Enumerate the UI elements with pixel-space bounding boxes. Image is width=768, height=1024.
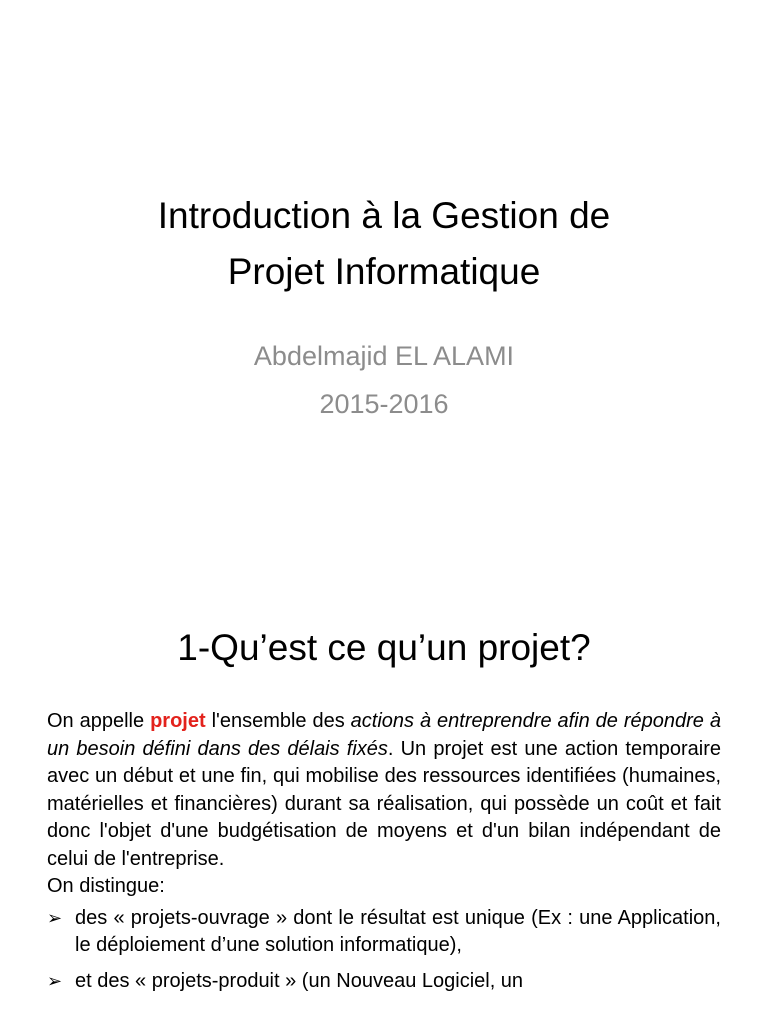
- para-intro: On appelle: [47, 710, 151, 732]
- distinguish-label: On distingue:: [47, 875, 165, 897]
- bullet-text: et des « projets-produit » (un Nouveau Logiciel, un: [75, 969, 524, 992]
- para-rest: . Un projet est une action temporaire avec un début et une fin, qui mobilise des ressources identifiées (humaines, matérielles et financières) durant sa réalisation, qui possède un coût et fait donc l'objet d'une budgétisation de moyens et d'un bilan indépendant de celui de l'entreprise.: [47, 737, 721, 870]
- title-line-2: Projet Informatique: [227, 251, 541, 292]
- arrow-bullet-icon: ➢: [47, 907, 63, 928]
- academic-year: 2015-2016: [319, 389, 449, 419]
- list-item: [47, 968, 721, 996]
- author-name: Abdelmajid EL ALAMI: [253, 341, 515, 371]
- slide-body: [47, 708, 721, 1003]
- slide-title: 1-Qu’est ce qu’un projet?: [177, 627, 591, 668]
- arrow-bullet-icon: ➢: [47, 970, 63, 991]
- italic-definition: actions à entreprendre afin de répondre à un besoin défini dans des délais fixés: [47, 710, 721, 760]
- title-line-1: Introduction à la Gestion de: [157, 195, 611, 236]
- presentation-title: [40, 188, 728, 300]
- para-after-keyword: l'ensemble des: [205, 710, 351, 732]
- definition-paragraph: [47, 708, 721, 873]
- content-slide: [0, 576, 768, 1024]
- list-item: [47, 905, 721, 960]
- project-type-list: [47, 905, 721, 996]
- presentation-subtitle: [40, 332, 728, 428]
- highlight-keyword: projet: [150, 710, 206, 732]
- bullet-text: des « projets-ouvrage » dont le résultat est unique (Ex : une Application, le déploiement d’une solution informatique),: [75, 906, 721, 956]
